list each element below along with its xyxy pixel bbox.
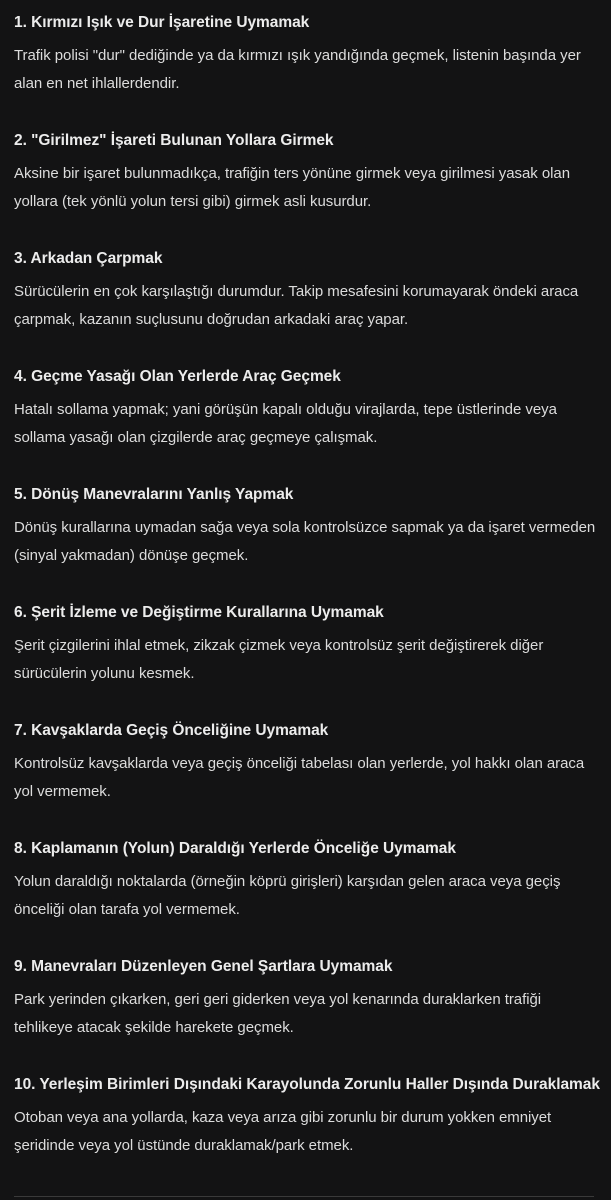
item-description: Şerit çizgilerini ihlal etmek, zikzak çizmek veya kontrolsüz şerit değiştirerek diğer sürücülerin yolunu kesmek. (14, 637, 544, 682)
item-description: Kontrolsüz kavşaklarda veya geçiş önceliği tabelası olan yerlerde, yol hakkı olan araca yol vermemek. (14, 755, 585, 800)
item-title: 1. Kırmızı Işık ve Dur İşaretine Uymamak (14, 14, 310, 31)
item-description: Otoban veya ana yollarda, kaza veya arıza gibi zorunlu bir durum yokken emniyet şeridinde veya yol üstünde duraklamak/park etmek. (14, 1109, 552, 1154)
list-item (14, 246, 600, 334)
list-item (14, 128, 600, 216)
divider (14, 1196, 594, 1197)
list-item (14, 10, 600, 98)
list-item (14, 364, 600, 452)
item-description: Aksine bir işaret bulunmadıkça, trafiğin ters yönüne girmek veya girilmesi yasak olan yollara (tek yönlü yolun tersi gibi) girmek asli kusurdur. (14, 165, 571, 210)
item-description: Trafik polisi "dur" dediğinde ya da kırmızı ışık yandığında geçmek, listenin başında yer alan en net ihlallerdendir. (14, 47, 581, 92)
item-title: 7. Kavşaklarda Geçiş Önceliğine Uymamak (14, 722, 329, 739)
list-item (14, 954, 600, 1042)
item-description: Sürücülerin en çok karşılaştığı durumdur. Takip mesafesini korumayarak öndeki araca çarpmak, kazanın suçlusunu doğrudan arkadaki araç yapar. (14, 283, 579, 328)
list-item (14, 1072, 600, 1160)
item-title: 3. Arkadan Çarpmak (14, 250, 163, 267)
list-item (14, 718, 600, 806)
item-title: 6. Şerit İzleme ve Değiştirme Kurallarına Uymamak (14, 604, 384, 621)
item-title: 2. "Girilmez" İşareti Bulunan Yollara Girmek (14, 132, 334, 149)
item-description: Hatalı sollama yapmak; yani görüşün kapalı olduğu virajlarda, tepe üstlerinde veya sollama yasağı olan çizgilerde araç geçmeye çalışmak. (14, 401, 557, 446)
item-title: 5. Dönüş Manevralarını Yanlış Yapmak (14, 486, 294, 503)
list-item (14, 836, 600, 924)
list-item (14, 482, 600, 570)
item-description: Park yerinden çıkarken, geri geri giderken veya yol kenarında duraklarken trafiği tehlikeye atacak şekilde harekete geçmek. (14, 991, 542, 1036)
item-description: Yolun daraldığı noktalarda (örneğin köprü girişleri) karşıdan gelen araca veya geçiş önceliği olan tarafa yol vermemek. (14, 873, 561, 918)
item-title: 9. Manevraları Düzenleyen Genel Şartlara Uymamak (14, 958, 393, 975)
list-item (14, 600, 600, 688)
item-title: 8. Kaplamanın (Yolun) Daraldığı Yerlerde Önceliğe Uymamak (14, 840, 456, 857)
item-title: 10. Yerleşim Birimleri Dışındaki Karayolunda Zorunlu Haller Dışında Duraklamak (14, 1076, 600, 1093)
item-title: 4. Geçme Yasağı Olan Yerlerde Araç Geçmek (14, 368, 341, 385)
item-description: Dönüş kurallarına uymadan sağa veya sola kontrolsüzce sapmak ya da işaret vermeden (sinyal yakmadan) dönüşe geçmek. (14, 519, 596, 564)
